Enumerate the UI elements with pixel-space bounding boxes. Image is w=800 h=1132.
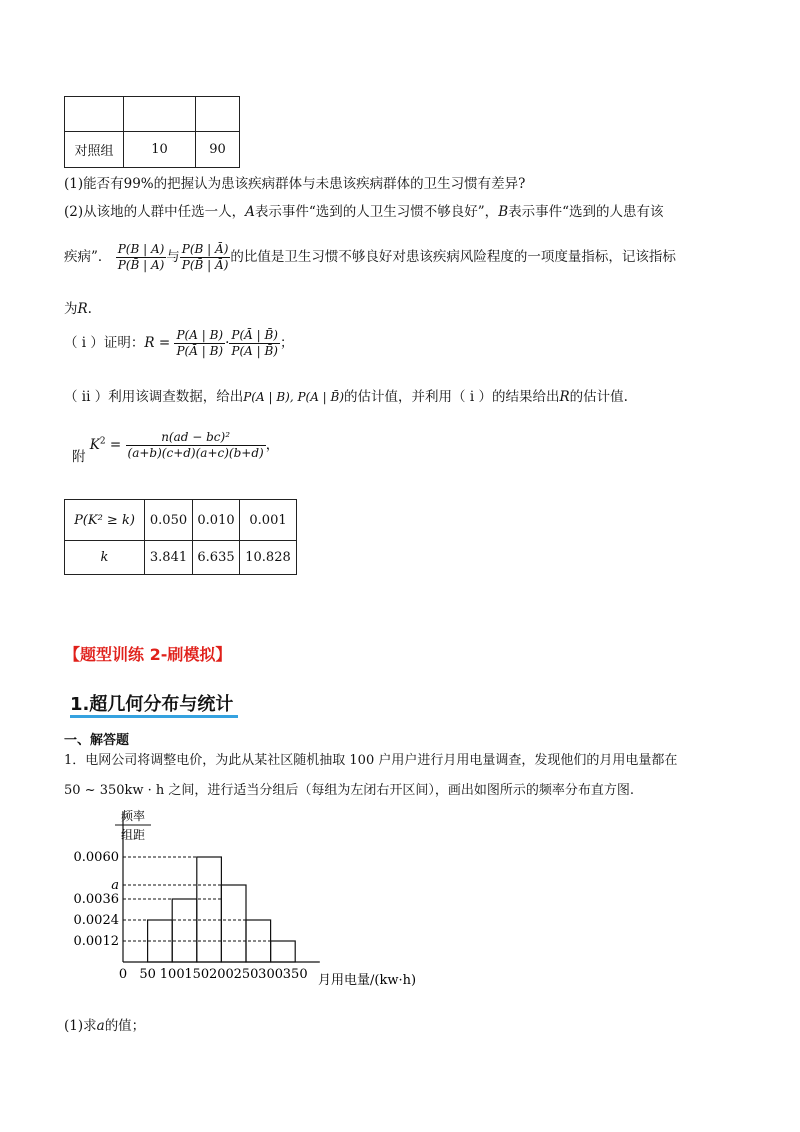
histogram-bar	[271, 941, 296, 962]
red-heading: 【题型训练 2-刷模拟】	[64, 645, 232, 664]
fraction	[180, 242, 231, 273]
fraction	[116, 242, 167, 273]
y-tick-label: 0.0024	[73, 913, 119, 928]
x-tick-label: 350	[282, 967, 308, 982]
histogram-bar	[221, 885, 246, 962]
text: （ ii ）利用该调查数据，给出	[64, 389, 244, 405]
section-title: 1.超几何分布与统计	[70, 694, 234, 715]
formula-label: 附	[72, 449, 86, 465]
x-tick-label: 200	[208, 967, 234, 982]
table-cell: 对照组	[65, 132, 124, 168]
denominator: P(B̄ | Ā)	[181, 258, 229, 272]
text: 表示事件“选到的人患有该	[508, 204, 664, 220]
chi-square-formula	[72, 430, 280, 465]
table-cell: 90	[196, 132, 240, 168]
section-underline	[70, 715, 238, 718]
text: 的估计值，并利用（ i ）的结果给出	[344, 389, 560, 405]
table-cell: k	[65, 541, 145, 575]
text: 为	[64, 301, 78, 317]
y-tick-label: 0.0060	[73, 850, 119, 865]
y-axis-label-bottom: 组距	[120, 828, 146, 842]
var-B: B	[498, 204, 509, 220]
text: 与	[166, 249, 180, 265]
var-R: R	[559, 389, 570, 405]
critical-value-table	[64, 499, 297, 575]
denominator: P(Ā | B)	[176, 344, 224, 358]
formula-lhs: K	[89, 437, 100, 453]
text: 的比值是卫生习惯不够良好对患该疾病风险程度的一项度量指标，记该指标	[230, 249, 676, 265]
table-cell: 3.841	[145, 541, 193, 575]
numerator: n(ad − bc)²	[126, 430, 266, 446]
sub-heading: 一、解答题	[64, 733, 130, 748]
var-R: R	[144, 335, 155, 351]
denominator: P(A | B̄)	[231, 344, 278, 358]
text: (1)求	[64, 1018, 97, 1034]
histogram-bar	[197, 857, 222, 962]
x-tick-label: 0	[118, 967, 128, 982]
var-A: A	[245, 204, 255, 220]
y-tick-label: 0.0036	[73, 892, 119, 907]
question-i	[64, 328, 293, 359]
text: ，	[265, 437, 280, 453]
numerator: P(Ā | B̄)	[231, 328, 278, 342]
denominator: P(B̄ | A)	[117, 258, 165, 272]
table-header-cell: P(K² ≥ k)	[65, 500, 145, 541]
table-cell: 10	[124, 132, 196, 168]
histogram-bar	[172, 899, 197, 962]
fraction	[126, 430, 266, 461]
last-question	[64, 1014, 145, 1034]
question-2-line-3	[64, 297, 92, 317]
question-2-line-2	[64, 242, 676, 273]
table-cell	[124, 97, 196, 132]
math-expression: P(A | B), P(A | B̄)	[243, 390, 345, 404]
group-table	[64, 96, 240, 168]
x-tick-label: 150	[184, 967, 210, 982]
question-1: (1)能否有99%的把握认为患该疾病群体与未患该疾病群体的卫生习惯有差异?	[64, 176, 526, 192]
y-axis-label-top: 频率	[120, 809, 146, 823]
x-tick-label: 50	[139, 967, 156, 982]
numerator: P(B | A)	[117, 242, 165, 256]
var-R: R	[77, 301, 88, 317]
text: 疾病”．	[64, 249, 112, 265]
numerator: P(B | Ā)	[181, 242, 229, 256]
x-tick-label: 300	[258, 967, 284, 982]
question-2-line-1	[64, 200, 664, 220]
y-tick-label: 0.0012	[73, 934, 119, 949]
table-cell: 6.635	[193, 541, 240, 575]
fraction	[174, 328, 225, 359]
text: 的值；	[104, 1018, 146, 1034]
table-cell	[196, 97, 240, 132]
text: ；	[279, 335, 294, 351]
x-tick-label: 250	[233, 967, 259, 982]
table-header-cell: 0.001	[240, 500, 297, 541]
frequency-histogram	[60, 800, 460, 1000]
denominator: (a+b)(c+d)(a+c)(b+d)	[127, 446, 264, 460]
table-header-cell: 0.010	[193, 500, 240, 541]
formula-exponent: 2	[99, 436, 106, 447]
question-ii	[64, 385, 628, 405]
x-tick-label: 100	[159, 967, 185, 982]
text: （ i ）证明：	[64, 335, 145, 351]
numerator: P(A | B)	[176, 328, 224, 342]
table-header-cell: 0.050	[145, 500, 193, 541]
text: ·	[225, 335, 230, 351]
table-cell: 10.828	[240, 541, 297, 575]
problem-line-2: 50 ~ 350kw · h 之间，进行适当分组后（每组为左闭右开区间），画出如图所示的频率分布直方图.	[64, 783, 635, 798]
text: =	[105, 437, 126, 453]
text: (2)从该地的人群中任选一人，	[64, 204, 246, 220]
fraction	[229, 328, 280, 359]
var-a: a	[96, 1018, 105, 1034]
table-cell	[65, 97, 124, 132]
x-axis-label: 月用电量/(kw·h)	[318, 973, 417, 988]
text: .	[87, 301, 92, 317]
text: 表示事件“选到的人卫生习惯不够良好”，	[254, 204, 499, 220]
problem-line-1: 1．电网公司将调整电价，为此从某社区随机抽取 100 户用户进行月用电量调查，发现他们的月用电量都在	[64, 753, 678, 768]
text: 的估计值.	[569, 389, 628, 405]
text: =	[154, 335, 175, 351]
y-tick-label: a	[111, 878, 119, 893]
